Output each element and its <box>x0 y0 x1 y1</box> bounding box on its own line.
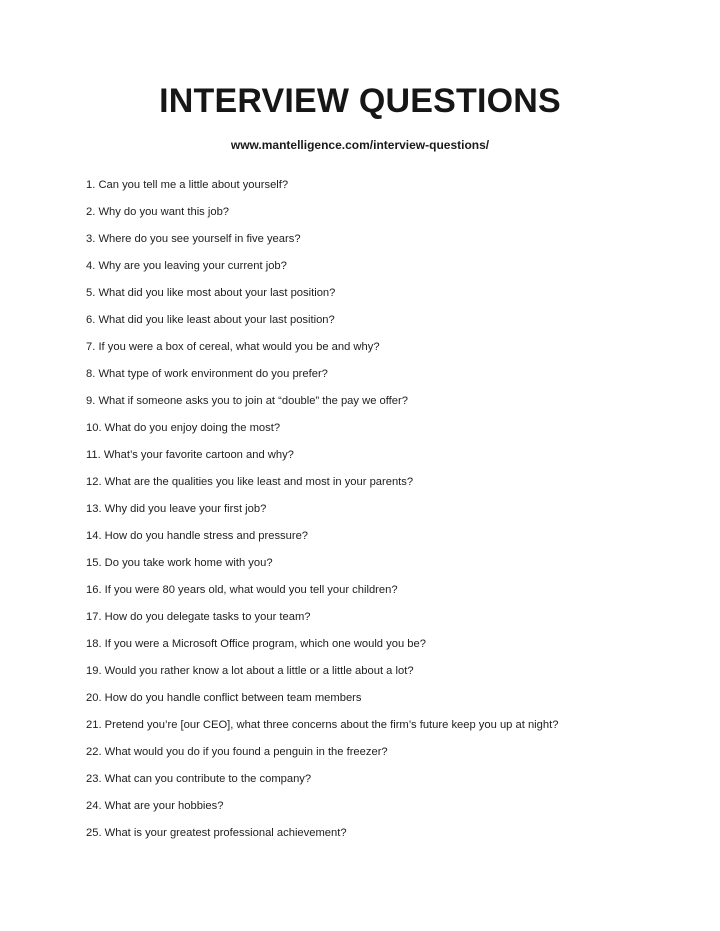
question-item: 3. Where do you see yourself in five years? <box>86 233 301 245</box>
question-item: 1. Can you tell me a little about yourself? <box>86 179 289 191</box>
question-item: 20. How do you handle conflict between team members <box>86 692 362 704</box>
question-item: 22. What would you do if you found a penguin in the freezer? <box>86 746 388 758</box>
question-item: 13. Why did you leave your first job? <box>86 503 267 515</box>
question-item: 23. What can you contribute to the company? <box>86 773 312 785</box>
question-item: 21. Pretend you’re [our CEO], what three concerns about the firm’s future keep you up at night? <box>86 719 559 731</box>
question-item: 19. Would you rather know a lot about a little or a little about a lot? <box>86 665 414 677</box>
question-item: 9. What if someone asks you to join at “double” the pay we offer? <box>86 395 408 407</box>
question-item: 6. What did you like least about your last position? <box>86 314 335 326</box>
question-item: 16. If you were 80 years old, what would you tell your children? <box>86 584 398 596</box>
question-list <box>86 175 686 850</box>
page-title: INTERVIEW QUESTIONS <box>159 82 561 120</box>
question-item: 8. What type of work environment do you prefer? <box>86 368 328 380</box>
question-item: 15. Do you take work home with you? <box>86 557 273 569</box>
question-item: 17. How do you delegate tasks to your team? <box>86 611 311 623</box>
question-item: 7. If you were a box of cereal, what would you be and why? <box>86 341 380 353</box>
question-item: 24. What are your hobbies? <box>86 800 224 812</box>
question-item: 12. What are the qualities you like least and most in your parents? <box>86 476 414 488</box>
question-item: 14. How do you handle stress and pressure? <box>86 530 309 542</box>
question-item: 5. What did you like most about your last position? <box>86 287 336 299</box>
question-item: 10. What do you enjoy doing the most? <box>86 422 281 434</box>
question-item: 18. If you were a Microsoft Office program, which one would you be? <box>86 638 426 650</box>
question-item: 25. What is your greatest professional achievement? <box>86 827 347 839</box>
question-item: 2. Why do you want this job? <box>86 206 230 218</box>
question-item: 4. Why are you leaving your current job? <box>86 260 287 272</box>
source-url: www.mantelligence.com/interview-questions/ <box>230 138 490 152</box>
question-item: 11. What’s your favorite cartoon and why? <box>86 449 294 461</box>
